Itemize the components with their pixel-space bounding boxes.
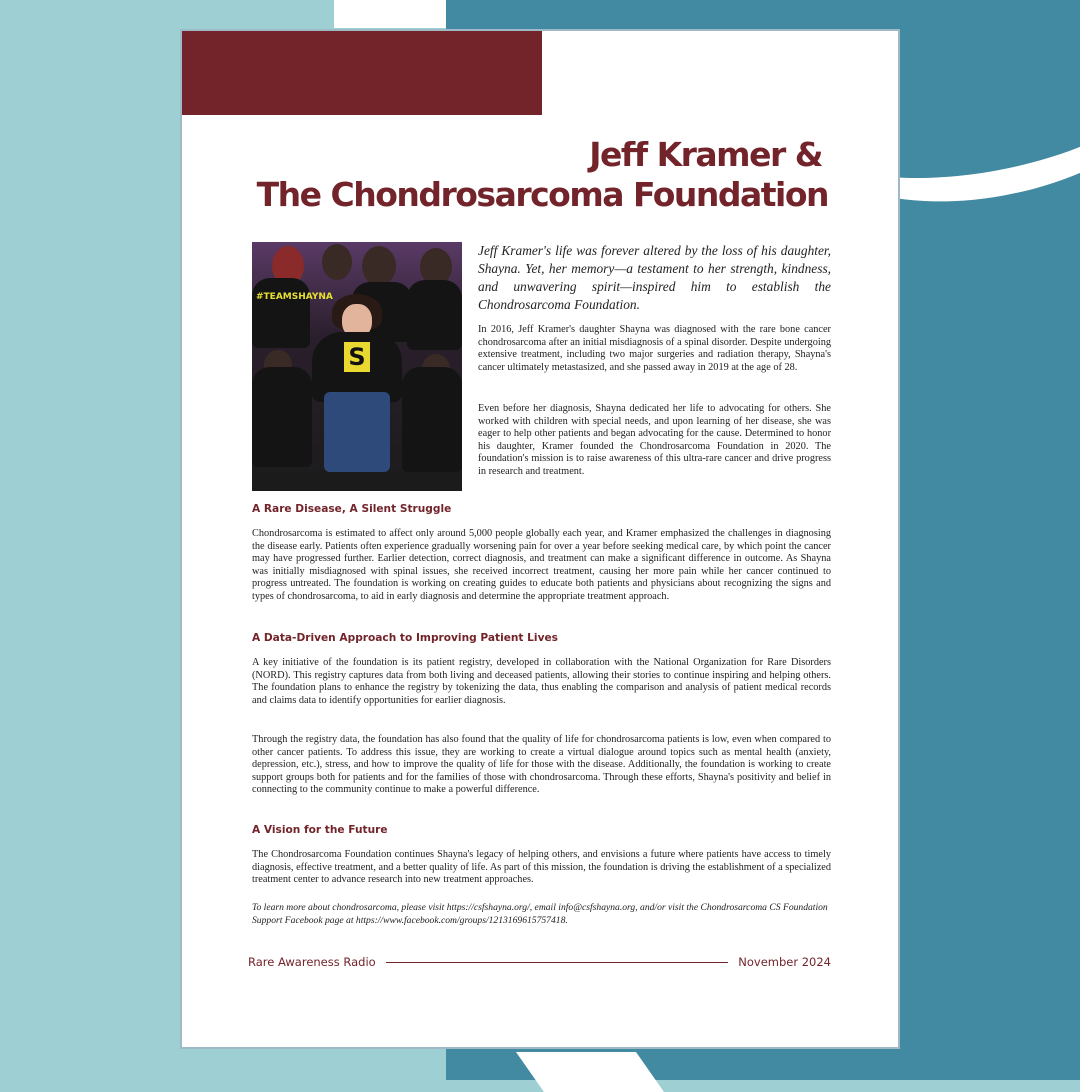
shayna-photo: [252, 242, 462, 491]
footer-date: November 2024: [738, 955, 831, 969]
footer-rule: [386, 962, 729, 963]
jeans: [324, 392, 390, 472]
section-heading-data-driven: A Data-Driven Approach to Improving Patient Lives: [252, 632, 558, 644]
article-title: [257, 135, 828, 215]
background-white-stripe: [334, 0, 446, 28]
side-paragraph-1: In 2016, Jeff Kramer's daughter Shayna was diagnosed with the rare bone cancer chondrosarcoma after an initial misdiagnosis of a spinal disorder. Despite undergoing extensive treatment, including two major surgeries and radiation therapy, Shayna's cancer ultimately metastasized, and she passed away in 2019 at the age of 28.: [478, 324, 831, 373]
intro-text: Jeff Kramer's life was forever altered by the loss of his daughter, Shayna. Yet, her memory—a testament to her strength, kindness, and unwavering spirit—inspired him to establish the Chondrosarcoma Foundation.: [478, 243, 831, 312]
section-paragraph: A key initiative of the foundation is its patient registry, developed in collaboration with the National Organization for Rare Disorders (NORD). This registry captures data from both living and deceased patients, allowing their stories to continue inspiring and helping others. The foundation plans to enhance the registry by tokenizing the data, thus enabling the comparison and analysis of patient medical records and claims data to identify opportunities for earlier diagnosis.: [252, 657, 831, 706]
shirt-text: #TEAMSHAYNA: [256, 292, 333, 302]
section-paragraph: Chondrosarcoma is estimated to affect only around 5,000 people globally each year, and Kramer emphasized the challenges in diagnosing the disease early. Patients often experience gradually worsening pain for over a year before seeking medical care, by which point the cancer may have progressed further. Earlier detection, correct diagnosis, and treatment can make a significant difference in outcome. As Shayna was initially misdiagnosed with spinal issues, she received incorrect treatment, causing her more pain while her cancer continued to progress untreated. The foundation is working on creating guides to educate both patients and physicians about recognizing the signs and types of chondrosarcoma, to aid in early diagnosis and determine the appropriate treatment approach.: [252, 528, 831, 602]
page-footer: [248, 953, 831, 971]
section-heading-rare-disease: A Rare Disease, A Silent Struggle: [252, 503, 452, 515]
footer-publication: Rare Awareness Radio: [248, 955, 376, 969]
title-line-2: The Chondrosarcoma Foundation: [256, 175, 828, 214]
contact-note: To learn more about chondrosarcoma, please visit https://csfshayna.org/, email info@csfshayna.org, and/or visit the Chondrosarcoma CS Foundation Support Facebook page at https://www.facebook.com/groups/1213169615757418.: [252, 902, 828, 926]
side-paragraph-2: Even before her diagnosis, Shayna dedicated her life to advocating for others. She worked with children with special needs, and upon learning of her disease, she was eager to help other patients and began advocating for the cause. Determined to honor his daughter, Kramer founded the Chondrosarcoma Foundation in 2020. The foundation's mission is to raise awareness of this ultra-rare cancer and drive progress in research and treatment.: [478, 403, 831, 477]
article-page: [180, 29, 900, 1049]
s-letter-sign: S: [344, 342, 370, 372]
section-paragraph: Through the registry data, the foundation has also found that the quality of life for chondrosarcoma patients is low, even when compared to other cancer patients. To address this issue, they are working to create a virtual dialogue around topics such as mental health (anxiety, depression, etc.), stress, and how to improve the quality of life for those with the disease. Additionally, the foundation is working to create support groups both for patients and for the families of those with chondrosarcoma. Through these efforts, Shayna's positivity and belief in connecting to the community continue to make a powerful difference.: [252, 734, 831, 796]
title-line-1: Jeff Kramer &: [589, 135, 822, 174]
header-accent-bar: [182, 31, 542, 115]
section-heading-vision: A Vision for the Future: [252, 824, 388, 836]
section-paragraph: The Chondrosarcoma Foundation continues Shayna's legacy of helping others, and envisions a future where patients have access to timely diagnosis, effective treatment, and a better quality of life. As part of this mission, the foundation is driving the establishment of a specialized treatment center to advance research into new treatment approaches.: [252, 849, 831, 886]
